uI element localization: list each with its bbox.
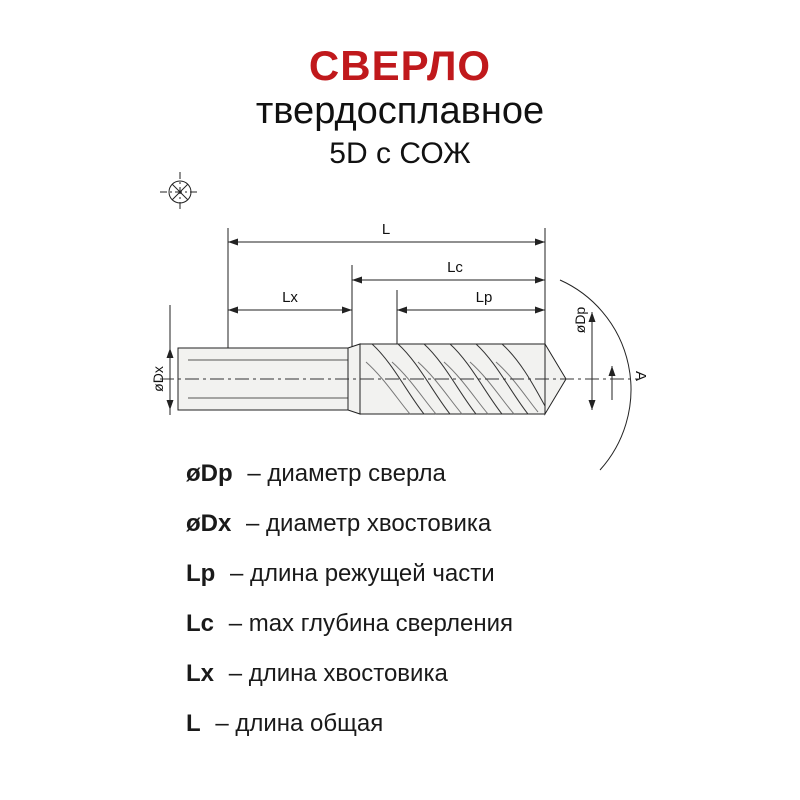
legend-text: – длина хвостовика	[228, 660, 448, 687]
legend-text: – диаметр сверла	[247, 460, 446, 487]
legend-item	[186, 462, 786, 486]
dimension-L	[228, 221, 545, 246]
legend-item	[186, 712, 786, 736]
title-block	[0, 44, 800, 172]
legend-item	[186, 612, 786, 636]
dimension-Dp	[572, 307, 596, 410]
svg-text:Lp: Lp	[475, 289, 493, 306]
legend-text: – max глубина сверления	[228, 610, 513, 637]
dimension-Lx	[228, 289, 352, 314]
legend-text: – диаметр хвостовика	[246, 510, 492, 537]
dimension-Lp	[397, 289, 545, 314]
legend-symbol: Lp	[186, 560, 216, 587]
legend-symbol: øDp	[186, 460, 233, 487]
svg-text:Lc: Lc	[447, 259, 463, 276]
dimension-Lc	[352, 259, 545, 284]
svg-text:A: A	[632, 370, 649, 382]
legend-item	[186, 512, 786, 536]
page-subtitle-2: 5D с СОЖ	[329, 136, 471, 170]
legend-item	[186, 662, 786, 686]
legend-list	[186, 462, 786, 762]
legend-symbol: Lx	[186, 660, 215, 687]
first-angle-projection-symbol	[160, 172, 200, 212]
legend-symbol: Lc	[186, 610, 215, 637]
technical-drawing	[0, 170, 800, 480]
legend-symbol: L	[186, 710, 201, 737]
page-title: СВЕРЛО	[308, 42, 492, 89]
drill-body	[160, 344, 640, 414]
svg-text:øDx: øDx	[150, 366, 166, 392]
svg-text:øDp: øDp	[572, 306, 588, 334]
svg-text:Lx: Lx	[282, 289, 298, 306]
legend-text: – длина режущей части	[230, 560, 495, 587]
page-subtitle-1: твердосплавное	[255, 90, 545, 133]
legend-symbol: øDx	[186, 510, 232, 537]
svg-text:L: L	[381, 221, 391, 238]
legend-text: – длина общая	[215, 710, 384, 737]
legend-item	[186, 562, 786, 586]
